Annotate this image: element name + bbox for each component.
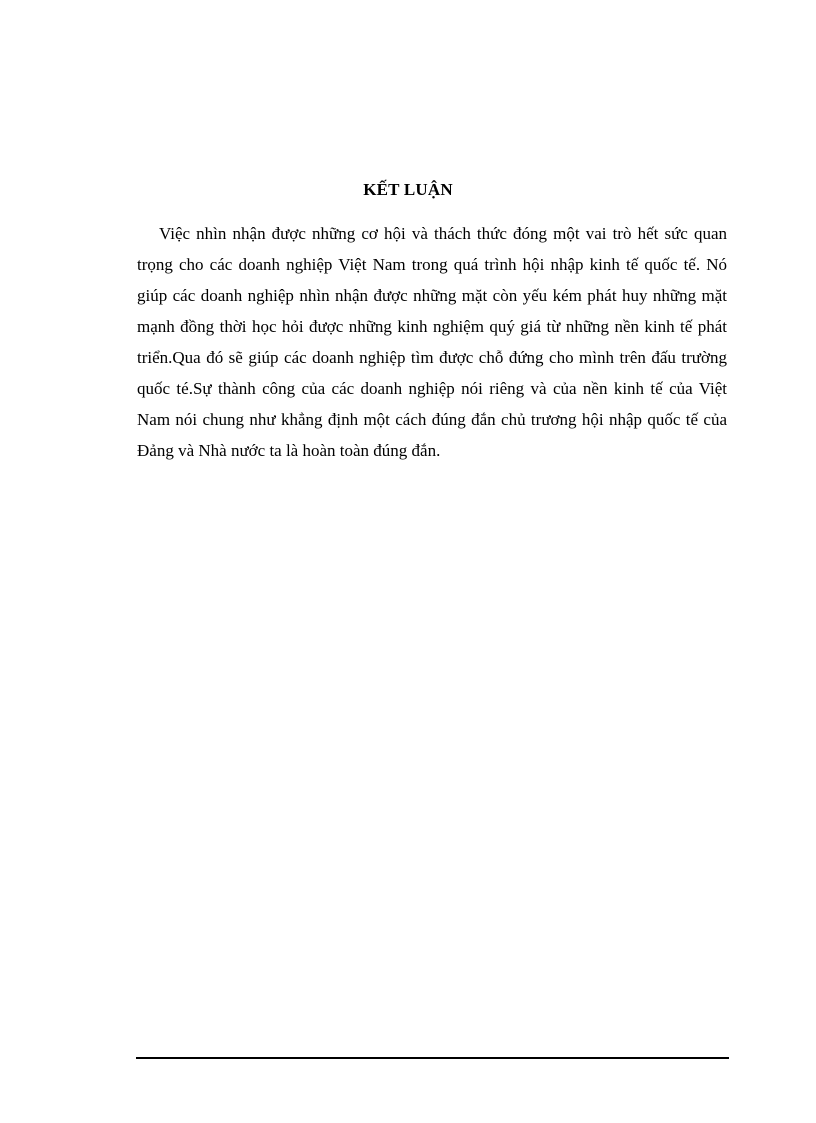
conclusion-paragraph: Việc nhìn nhận được những cơ hội và thách thức đóng một vai trò hết sức quan trọng cho các doanh nghiệp Việt Nam trong quá trình hội nhập kinh tế quốc tế. Nó giúp các doanh nghiệp nhìn nhận được những mặt còn yếu kém phát huy những mặt mạnh đồng thời học hỏi được những kinh nghiệm quý giá từ những nền kinh tế phát triển.Qua đó sẽ giúp các doanh nghiệp tìm được chỗ đứng cho mình trên đấu trường quốc té.Sự thành công của các doanh nghiệp nói riêng và của nền kinh tế của Việt Nam nói chung như khẳng định một cách đúng đắn chủ trương hội nhập quốc tế của Đảng và Nhà nước ta là hoàn toàn đúng đắn.: [137, 224, 727, 460]
footer-divider: [136, 1057, 729, 1059]
page-title: KẾT LUẬN: [363, 180, 453, 199]
